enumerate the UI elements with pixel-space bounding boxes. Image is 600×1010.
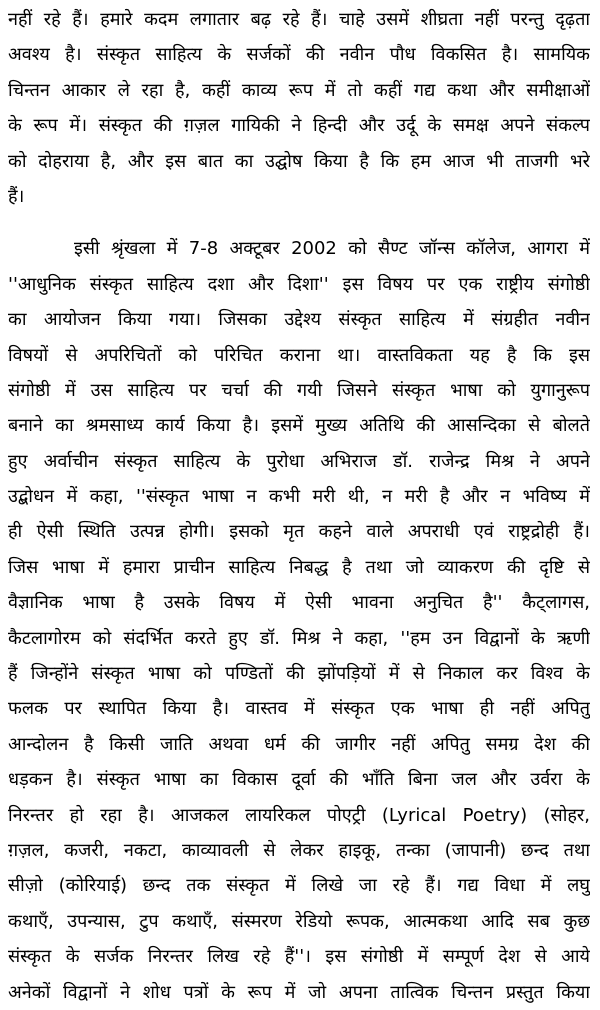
paragraph-2 (8, 231, 590, 1010)
text-line: को दोहराया है, और इस बात का उद्घोष किया है कि हम आज भी ताजगी भरे (8, 150, 590, 172)
text-line: विषयों से अपरिचितों को परिचित कराना था। वास्तविकता यह है कि इस (8, 344, 590, 366)
text-line: वैज्ञानिक भाषा है उसके विषय में ऐसी भावना अनुचित है'' कैट्लागस, (8, 592, 590, 614)
text-line: ही ऐसी स्थिति उत्पन्न होगी। इसको मृत कहने वाले अपराधी एवं राष्ट्रद्रोही हैं। (8, 521, 590, 543)
text-line: ग़ज़ल, कजरी, नकटा, काव्यावली से लेकर हाइकू, तन्का (जापानी) छन्द तथा (8, 839, 590, 861)
paragraph-1 (8, 2, 590, 214)
paragraph-gap (8, 214, 590, 231)
text-line: जिस भाषा में हमारा प्राचीन साहित्य निबद्ध है तथा जो व्याकरण की दृष्टि से (8, 556, 590, 578)
text-line: कैटलागोरम को संदर्भित करते हुए डॉ. मिश्र ने कहा, ''हम उन विद्वानों के ऋणी (8, 627, 590, 649)
text-line: अवश्य है। संस्कृत साहित्य के सर्जकों की नवीन पौध विकसित है। सामयिक (8, 44, 590, 66)
text-line: आन्दोलन है किसी जाति अथवा धर्म की जागीर नहीं अपितु समग्र देश की (8, 733, 590, 755)
text-line: संस्कृत के सर्जक निरन्तर लिख रहे हैं''। इस संगोष्ठी में सम्पूर्ण देश से आये (8, 946, 590, 968)
text-line: हैं। (8, 185, 25, 207)
text-line: हैं जिन्होंने संस्कृत भाषा को पण्डितों की झोंपड़ियों में से निकाल कर विश्व के (8, 663, 590, 685)
text-line: कथाएँ, उपन्यास, टुप कथाएँ, संस्मरण रेडियो रूपक, आत्मकथा आदि सब कुछ (8, 910, 590, 932)
text-line: नहीं रहे हैं। हमारे कदम लगातार बढ़ रहे हैं। चाहे उसमें शीघ्रता नहीं परन्तु दृढ़ता (8, 9, 590, 30)
text-line: धड़कन है। संस्कृत भाषा का विकास दूर्वा की भाँति बिना जल और उर्वरा के (8, 769, 590, 791)
text-line: हुए अर्वाचीन संस्कृत साहित्य के पुरोधा अभिराज डॉ. राजेन्द्र मिश्र ने अपने (8, 450, 590, 472)
text-line: ''आधुनिक संस्कृत साहित्य दशा और दिशा'' इस विषय पर एक राष्ट्रीय संगोष्ठी (8, 273, 590, 295)
text-line: फलक पर स्थापित किया है। वास्तव में संस्कृत एक भाषा ही नहीं अपितु (8, 698, 590, 720)
text-line: उद्बोधन में कहा, ''संस्कृत भाषा न कभी मरी थी, न मरी है और न भविष्य में (8, 486, 590, 508)
text-line: अनेकों विद्वानों ने शोध पत्रों के रूप में जो अपना तात्विक चिन्तन प्रस्तुत किया (8, 981, 590, 1003)
text-line: इसी श्रृंखला में 7-8 अक्टूबर 2002 को सैण्ट जॉन्स कॉलेज, आगरा में (74, 238, 590, 260)
text-line: का आयोजन किया गया। जिसका उद्देश्य संस्कृत साहित्य में संग्रहीत नवीन (8, 309, 590, 331)
text-line: निरन्तर हो रहा है। आजकल लायरिकल पोएट्री (Lyrical Poetry) (सोहर, (8, 804, 590, 826)
text-line: चिन्तन आकार ले रहा है, कहीं काव्य रूप में तो कहीं गद्य कथा और समीक्षाओं (8, 79, 590, 101)
text-line: सीज़ो (कोरियाई) छन्द तक संस्कृत में लिखे जा रहे हैं। गद्य विधा में लघु (8, 875, 590, 897)
text-line: बनाने का श्रमसाध्य कार्य किया है। इसमें मुख्य अतिथि की आसन्दिका से बोलते (8, 415, 590, 437)
text-line: के रूप में। संस्कृत की ग़ज़ल गायिकी ने हिन्दी और उर्दू के समक्ष अपने संकल्प (8, 115, 590, 137)
text-line: संगोष्ठी में उस साहित्य पर चर्चा की गयी जिसने संस्कृत भाषा को युगानुरूप (8, 379, 590, 401)
